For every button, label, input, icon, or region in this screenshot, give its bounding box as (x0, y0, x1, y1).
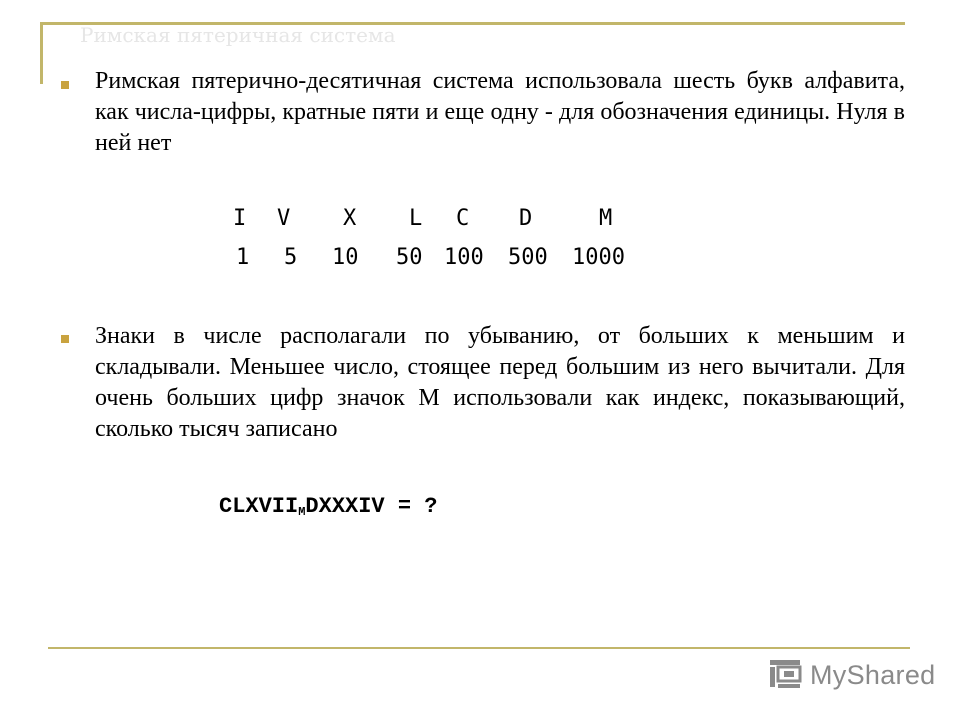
roman-value: 5 (284, 245, 298, 270)
expression-index: M (298, 505, 306, 519)
expression-after-index: DXXXIV = ? (305, 494, 438, 519)
roman-letter: D (519, 206, 533, 231)
roman-value: 100 (444, 245, 484, 270)
myshared-logo (768, 655, 935, 695)
roman-letters-row (0, 206, 960, 234)
roman-letter: M (599, 206, 613, 231)
roman-letter: L (409, 206, 423, 231)
roman-value: 1 (236, 245, 250, 270)
slide-title: Римская пятеричная система (80, 24, 396, 46)
myshared-logo-icon (768, 658, 804, 692)
roman-letter: V (277, 206, 291, 231)
roman-value: 50 (396, 245, 423, 270)
expression-before-index: CLXVII (219, 494, 299, 519)
frame-bottom-line (48, 647, 910, 649)
roman-letter: X (343, 206, 357, 231)
frame-left-line (40, 22, 43, 84)
roman-letter: I (233, 206, 247, 231)
roman-value: 1000 (572, 245, 625, 270)
logo-text: MyShared (810, 659, 936, 690)
bullet-paragraph-1: Римская пятерично-десятичная система использовала шесть букв алфавита, как числа-цифры, кратные пяти и еще одну - для обозначения единицы. Нуля в ней нет (95, 68, 905, 156)
bullet-paragraph-2: Знаки в числе располагали по убыванию, от больших к меньшим и складывали. Меньшее число, стоящее перед большим из него вычитали. Для очень больших цифр значок М использовали как индекс, показывающий, сколько тысяч записано (95, 323, 905, 442)
roman-value: 10 (332, 245, 359, 270)
bullet-square-icon (61, 81, 69, 89)
roman-expression (219, 494, 437, 519)
roman-value: 500 (508, 245, 548, 270)
roman-letter: C (456, 206, 470, 231)
bullet-square-icon (61, 335, 69, 343)
roman-values-row (0, 245, 960, 273)
